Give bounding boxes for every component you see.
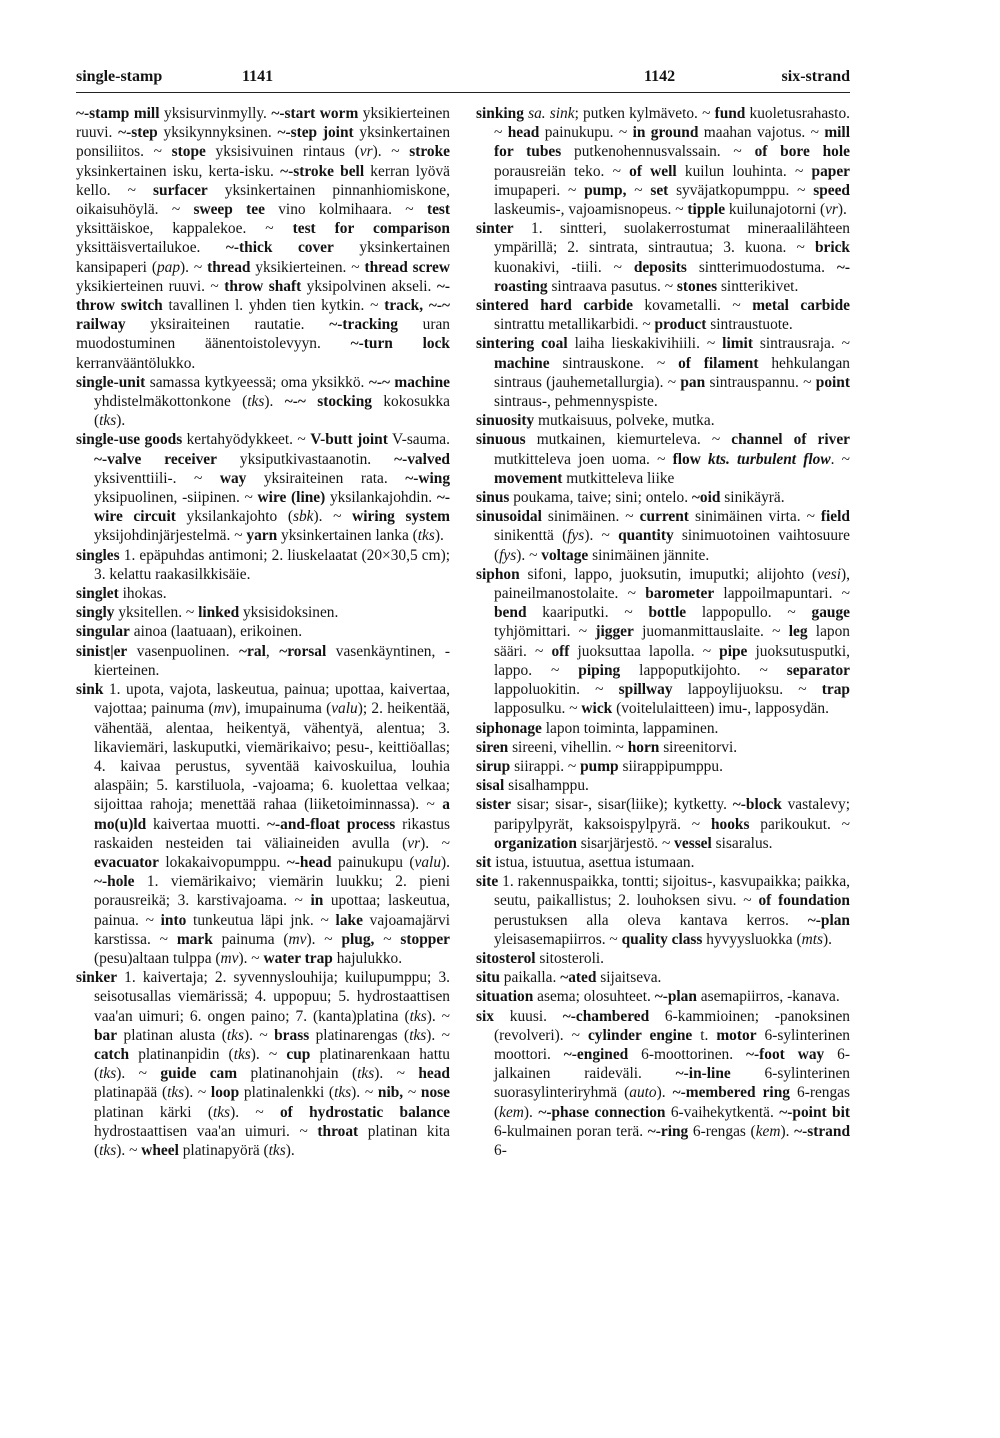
dictionary-entry: ~-stamp mill yksisurvinmylly. ~-start worm yksikierteinen ruuvi. ~-step yksikynnyksinen. ~-step joint yksinkertainen ponsiliitos. ~ stope yksisivuinen rintaus (vr). ~ stroke yksinkertainen isku, kerta-isku. ~-stroke bell kerran lyövä kello. ~ surfacer yksinkertainen pinnanhiomiskone, oikaisuhöylä. ~ sweep tee vino kolmihaara. ~ test yksittäiskoe, kappalekoe. ~ test for comparison yksittäisvertailukoe. ~-thick cover yksinkertainen kansipaperi (pap). ~ thread yksikierteinen. ~ thread screw yksikierteinen ruuvi. ~ throw shaft yksipolvinen akseli. ~-throw switch tavallinen l. yhden tien kytkin. ~ track, ~-~ railway yksiraiteinen rautatie. ~-tracking uran muodostuminen äänentoistolevyyn. ~-turn lock kerranvääntölukko. (76, 105, 451, 372)
header-rule (76, 92, 850, 93)
left-column (76, 104, 450, 1160)
dictionary-entry: sinus poukama, taive; sini; ontelo. ~oid sinikäyrä. (476, 489, 785, 507)
dictionary-entry: sirup siirappi. ~ pump siirappipumppu. (476, 757, 723, 775)
dictionary-entry: sinking sa. sink; putken kylmäveto. ~ fund kuoletusrahasto. ~ head painukupu. ~ in ground maahan vajotus. ~ mill for tubes putkenohennusvalssain. ~ of bore hole porausreiän teko. ~ of well kuilun louhinta. ~ paper imupaperi. ~ pump, ~ set syväjatkopumppu. ~ speed laskeumis-, vajoamisnopeus. ~ tipple kuilunajotorni (vr). (476, 105, 850, 219)
dictionary-entry: sinist|er vasenpuolinen. ~ral, ~rorsal vasenkäyntinen, -kierteinen. (76, 642, 450, 679)
right-column (476, 104, 850, 1160)
dictionary-entry: single-use goods kertahyödykkeet. ~ V-butt joint V-sauma. ~-valve receiver yksiputkivastaanotin. ~-valved yksiventtiili-. ~ way yksiraiteinen rata. ~-wing yksipuolinen, -siipinen. ~ wire (line) yksilankajohdin. ~-wire circuit yksilankajohto (sbk). ~ wiring system yksijohdinjärjestelmä. ~ yarn yksinkertainen lanka (tks). (76, 431, 451, 545)
dictionary-entry: siphon sifoni, lappo, juoksutin, imuputki; alijohto (vesi), paineilmanostolaite. ~ barometer lappoilmapuntari. ~ bend kaariputki. ~ bottle lappopullo. ~ gauge tyhjömittari. ~ jigger juomanmittauslaite. ~ leg lapon sääri. ~ off juoksuttaa lapolla. ~ pipe juoksutusputki, lappo. ~ piping lappoputkijohto. ~ separator lappoluokitin. ~ spillway lappoylijuoksu. ~ trap lapposulku. ~ wick (voitelulaitteen) imu-, lapposydän. (476, 565, 850, 718)
page-header (76, 68, 850, 90)
dictionary-entry: sink 1. upota, vajota, laskeutua, painua; upottaa, kaivertaa, vajottaa; painuma (mv), imupainuma (valu); 2. heikentää, vähentää, alentaa, heikentyä, vähentyä, alentua; 3. likaviemäri, laskuputki, viemärikaivo; pesu-, keittiöallas; 4. kaivaa perustus, syventää kaivoskuilua, louhia alaspäin; 5. karstiluola, -vajoama; 6. kuolettaa velkaa; sijoittaa rahoja; menettää rahaa (liiketoiminnassa). ~ a mo(u)ld kaivertaa muotti. ~-and-float process rikastus raskaiden nesteiden tai väliaineiden avulla (vr). ~ evacuator lokakaivopumppu. ~-head painukupu (valu). ~-hole 1. viemärikaivo; viemärin luukku; 2. pieni porausreikä; 3. karstivajoama. ~ in upottaa; laskeutua, painua. ~ into tunkeutua läpi jnk. ~ lake vajoamajärvi karstissa. ~ mark painuma (mv). ~ plug, ~ stopper (pesu)altaan tulppa (mv). ~ water trap hajulukko. (76, 681, 451, 967)
dictionary-entry: sisal sisalhamppu. (476, 777, 589, 795)
right-guide-word: six-strand (781, 68, 850, 85)
dictionary-entry: situation asema; olosuhteet. ~-plan asemapiirros, -kanava. (476, 988, 840, 1006)
dictionary-entry: sinusoidal sinimäinen. ~ current sinimäinen virta. ~ field sinikenttä (fys). ~ quantity sinimuotoinen vaihtosuure (fys). ~ voltage sinimäinen jännite. (476, 508, 850, 564)
dictionary-entry: sintering coal laiha lieskakivihiili. ~ limit sintrausraja. ~ machine sintrauskone. ~ of filament hehkulangan sintraus (jauhemetallurgia). ~ pan sintrauspannu. ~ point sintraus-, pehmennyspiste. (476, 335, 850, 411)
dictionary-entry: six kuusi. ~-chambered 6-kammioinen; -panoksinen (revolveri). ~ cylinder engine t. motor 6-sylinterinen moottori. ~-engined 6-moottorinen. ~-foot way 6-jalkainen raideväli. ~-in-line 6-sylinterinen suorasylinteriryhmä (auto). ~-membered ring 6-rengas (kem). ~-phase connection 6-vaihekytkentä. ~-point bit 6-kulmainen poran terä. ~-ring 6-rengas (kem). ~-strand 6- (476, 1007, 850, 1159)
left-page-number: 1141 (242, 68, 274, 85)
dictionary-entry: sit istua, istuutua, asettua istumaan. (476, 853, 695, 871)
dictionary-entry: sintered hard carbide kovametalli. ~ metal carbide sintrattu metallikarbidi. ~ product sintraustuote. (476, 297, 850, 334)
dictionary-entry: sinuous mutkainen, kiemurteleva. ~ channel of river mutkitteleva joen uoma. ~ flow kts. turbulent flow. ~ movement mutkitteleva liike (476, 431, 851, 487)
dictionary-entry: single-unit samassa kytkyeessä; oma yksikkö. ~-~ machine yhdistelmäkottonkone (tks). ~-~ stocking kokosukka (tks). (76, 373, 451, 430)
dictionary-entry: siren sireeni, vihellin. ~ horn sireenitorvi. (476, 738, 738, 756)
dictionary-entry: situ paikalla. ~ated sijaitseva. (476, 969, 662, 987)
right-page-number: 1142 (644, 68, 676, 85)
dictionary-entry: singlet ihokas. (76, 585, 167, 603)
dictionary-entry: site 1. rakennuspaikka, tontti; sijoitus-, kasvupaikka; paikka, seutu, paikallistus; 2. louhoksen sivu. ~ of foundation perustuksen alla oleva kantava kerros. ~-plan yleisasemapiirros. ~ quality class hyvyysluokka (mts). (476, 873, 850, 948)
dictionary-entry: singles 1. epäpuhdas antimoni; 2. liuskelaatat (20×30,5 cm); 3. kelattu raakasilkkisäie. (76, 546, 450, 583)
dictionary-entry: sister sisar; sisar-, sisar(liike); kytketty. ~-block vastalevy; paripylpyrät, kaksoispylpyrä. ~ hooks parikoukut. ~ organization sisarjärjestö. ~ vessel sisaralus. (476, 796, 850, 852)
dictionary-entry: sinter 1. sintteri, suolakerrostumat mineraalilähteen ympärillä; 2. sintrata, sintrautua; 3. kuona. ~ brick kuonakivi, -tiili. ~ deposits sintterimuodostuma. ~-roasting sintraava pasutus. ~ stones sintterikivet. (476, 220, 850, 295)
dictionary-entry: singly yksitellen. ~ linked yksisidoksinen. (76, 604, 339, 622)
dictionary-entry: sinuosity mutkaisuus, polveke, mutka. (476, 412, 715, 430)
dictionary-entry: sitosterol sitosteroli. (476, 949, 604, 967)
dictionary-entry: sinker 1. kaivertaja; 2. syvennyslouhija; kuilupumppu; 3. seisotusallas viemärissä; 4. uppopuu; 5. hydrostaattisen vaa'an uimuri; 6. ongen paino; 7. (kanta)platina (tks). ~ bar platinan alusta (tks). ~ brass platinarengas (tks). ~ catch platinanpidin (tks). ~ cup platinarenkaan hattu (tks). ~ guide cam platinanohjain (tks). ~ head platinapää (tks). ~ loop platinalenkki (tks). ~ nib, ~ nose platinan kärki (tks). ~ of hydrostatic balance hydrostaattisen vaa'an uimuri. ~ throat platinan kita (tks). ~ wheel platinapyörä (tks). (76, 969, 450, 1159)
left-guide-word: single-stamp (76, 68, 163, 85)
dictionary-entry: siphonage lapon toiminta, lappaminen. (476, 719, 719, 737)
dictionary-entry: singular ainoa (laatuaan), erikoinen. (76, 623, 303, 641)
